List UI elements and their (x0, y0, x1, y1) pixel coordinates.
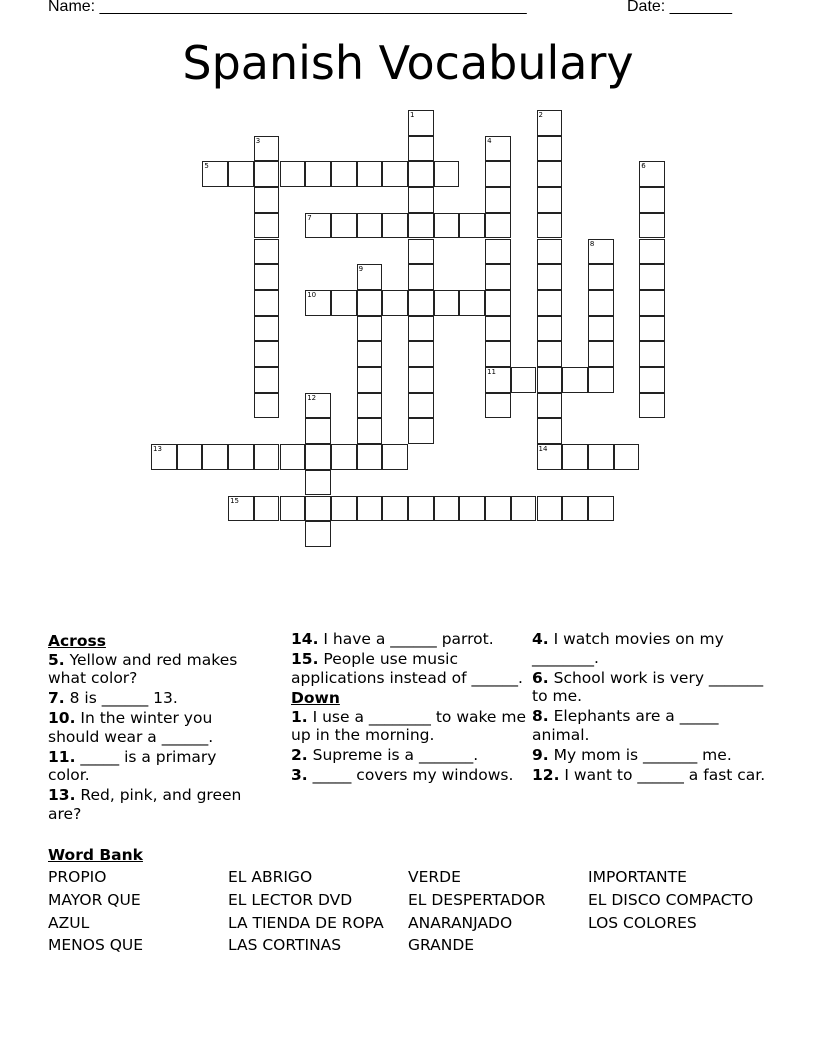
word-bank-item: ANARANJADO (408, 913, 513, 932)
grid-cell[interactable] (485, 213, 511, 239)
grid-cell[interactable] (280, 444, 306, 470)
grid-cell[interactable] (254, 444, 280, 470)
clue-number: 2 (538, 111, 543, 119)
grid-cell[interactable] (408, 316, 434, 342)
grid-cell[interactable] (305, 496, 331, 522)
grid-cell[interactable] (639, 187, 665, 213)
grid-cell[interactable] (408, 264, 434, 290)
grid-cell[interactable] (202, 444, 228, 470)
grid-cell[interactable] (639, 161, 665, 187)
grid-cell[interactable] (588, 341, 614, 367)
grid-cell[interactable] (562, 444, 588, 470)
grid-cell[interactable] (459, 496, 485, 522)
grid-cell[interactable] (254, 239, 280, 265)
word-bank-item: EL DISCO COMPACTO (588, 890, 754, 909)
grid-cell[interactable] (254, 316, 280, 342)
grid-cell[interactable] (305, 444, 331, 470)
grid-cell[interactable] (254, 161, 280, 187)
clue-number: 1 (410, 111, 415, 119)
grid-cell[interactable] (408, 418, 434, 444)
grid-cell[interactable] (331, 161, 357, 187)
word-bank-item: LAS CORTINAS (228, 936, 342, 955)
clues-column-3 (532, 630, 767, 786)
grid-cell[interactable] (408, 496, 434, 522)
clue-number: 5 (204, 162, 209, 171)
clue-across-10: 10. In the winter you should wear a ______. (48, 709, 214, 746)
word-bank-item: VERDE (408, 868, 461, 886)
clue-down-2: 2. Supreme is a _______. (291, 746, 479, 764)
grid-cell[interactable] (305, 161, 331, 187)
grid-cell[interactable] (639, 316, 665, 342)
grid-cell[interactable] (639, 393, 665, 419)
down-heading: Down (291, 689, 340, 707)
grid-cell[interactable] (408, 239, 434, 265)
grid-cell[interactable] (485, 161, 511, 187)
clue-number: 12 (307, 393, 317, 402)
grid-cell[interactable] (537, 341, 563, 367)
grid-cell[interactable] (511, 496, 537, 522)
grid-cell[interactable] (537, 161, 563, 187)
grid-cell[interactable] (254, 213, 280, 239)
grid-cell[interactable] (639, 367, 665, 393)
clue-number: 11 (487, 368, 497, 376)
grid-cell[interactable] (331, 496, 357, 522)
grid-cell[interactable] (485, 239, 511, 265)
word-bank-item: GRANDE (408, 936, 475, 955)
grid-cell[interactable] (408, 367, 434, 393)
clue-number: 13 (153, 445, 162, 454)
grid-cell[interactable] (305, 521, 331, 547)
grid-cell[interactable] (408, 161, 434, 187)
grid-cell[interactable] (408, 136, 434, 162)
grid-cell[interactable] (280, 161, 306, 187)
word-bank-item: EL LECTOR DVD (228, 890, 353, 909)
grid-cell[interactable] (537, 264, 563, 290)
date-field[interactable]: Date: _______ (627, 0, 732, 15)
clue-number: 3 (255, 136, 261, 145)
grid-cell[interactable] (434, 213, 460, 239)
grid-cell[interactable] (485, 264, 511, 290)
grid-cell[interactable] (357, 444, 383, 470)
word-bank-heading: Word Bank (48, 846, 143, 864)
across-heading: Across (48, 632, 106, 650)
grid-cell[interactable] (254, 393, 280, 419)
grid-cell[interactable] (408, 213, 434, 239)
grid-cell[interactable] (151, 444, 177, 470)
grid-cell[interactable] (511, 367, 537, 393)
grid-cell[interactable] (459, 290, 485, 316)
clue-number: 9 (358, 265, 364, 274)
grid-cell[interactable] (177, 444, 203, 470)
grid-cell[interactable] (485, 496, 511, 522)
grid-cell[interactable] (537, 418, 563, 444)
grid-cell[interactable] (357, 316, 383, 342)
grid-cell[interactable] (588, 264, 614, 290)
grid-cell[interactable] (254, 187, 280, 213)
grid-cell[interactable] (537, 444, 563, 470)
grid-cell[interactable] (537, 496, 563, 522)
grid-cell[interactable] (562, 496, 588, 522)
grid-cell[interactable] (305, 418, 331, 444)
grid-cell[interactable] (357, 367, 383, 393)
grid-cell[interactable] (434, 161, 460, 187)
grid-cell[interactable] (357, 161, 383, 187)
clues-column-2 (291, 630, 527, 786)
clue-across-14: 14. I have a ______ parrot. (291, 630, 494, 648)
grid-cell[interactable] (305, 213, 331, 239)
grid-cell[interactable] (537, 316, 563, 342)
clues-column-1 (48, 630, 263, 825)
clue-across-13: 13. Red, pink, and green are? (48, 786, 242, 823)
grid-cell[interactable] (357, 341, 383, 367)
grid-cell[interactable] (588, 496, 614, 522)
grid-cell[interactable] (562, 367, 588, 393)
grid-cell[interactable] (357, 418, 383, 444)
grid-cell[interactable] (408, 290, 434, 316)
grid-cell[interactable] (408, 187, 434, 213)
grid-cell[interactable] (228, 496, 254, 522)
grid-cell[interactable] (639, 290, 665, 316)
word-bank-item: EL ABRIGO (228, 868, 313, 886)
grid-cell[interactable] (588, 239, 614, 265)
clue-number: 4 (487, 136, 492, 145)
clue-number: 8 (589, 239, 595, 248)
grid-cell[interactable] (382, 213, 408, 239)
word-bank-item: LOS COLORES (588, 913, 697, 932)
grid-cell[interactable] (639, 213, 665, 239)
grid-cell[interactable] (382, 290, 408, 316)
grid-cell[interactable] (357, 496, 383, 522)
grid-cell[interactable] (408, 341, 434, 367)
word-bank-item: MENOS QUE (48, 936, 144, 955)
grid-cell[interactable] (357, 393, 383, 419)
grid-cell[interactable] (254, 341, 280, 367)
grid-cell[interactable] (254, 367, 280, 393)
clue-down-4: 4. I watch movies on my ________. (532, 630, 724, 667)
grid-cell[interactable] (537, 213, 563, 239)
grid-cell[interactable] (280, 496, 306, 522)
clue-across-15: 15. People use music applications instead of ______. (291, 650, 523, 687)
word-bank-item: PROPIO (48, 868, 107, 886)
grid-cell[interactable] (408, 110, 434, 136)
grid-cell[interactable] (588, 367, 614, 393)
grid-cell[interactable] (537, 393, 563, 419)
grid-cell[interactable] (305, 290, 331, 316)
grid-cell[interactable] (537, 110, 563, 136)
grid-cell[interactable] (485, 187, 511, 213)
grid-cell[interactable] (357, 213, 383, 239)
grid-cell[interactable] (537, 290, 563, 316)
grid-cell[interactable] (588, 444, 614, 470)
grid-cell[interactable] (537, 187, 563, 213)
grid-cell[interactable] (485, 367, 511, 393)
grid-cell[interactable] (485, 341, 511, 367)
grid-cell[interactable] (588, 290, 614, 316)
grid-cell[interactable] (254, 264, 280, 290)
clue-number: 14 (538, 445, 548, 454)
grid-cell[interactable] (588, 316, 614, 342)
grid-cell[interactable] (459, 213, 485, 239)
grid-cell[interactable] (331, 290, 357, 316)
grid-cell[interactable] (614, 444, 640, 470)
grid-cell[interactable] (434, 496, 460, 522)
grid-cell[interactable] (254, 496, 280, 522)
grid-cell[interactable] (537, 239, 563, 265)
grid-cell[interactable] (305, 470, 331, 496)
grid-cell[interactable] (331, 213, 357, 239)
word-bank-item: LA TIENDA DE ROPA (228, 913, 384, 932)
grid-cell[interactable] (537, 367, 563, 393)
clue-number: 15 (230, 496, 240, 505)
clue-across-7: 7. 8 is ______ 13. (48, 689, 178, 707)
word-bank-item: AZUL (48, 913, 90, 932)
grid-cell[interactable] (357, 290, 383, 316)
grid-cell[interactable] (382, 444, 408, 470)
grid-cell[interactable] (254, 136, 280, 162)
grid-cell[interactable] (254, 290, 280, 316)
clue-down-1: 1. I use a ________ to wake me up in the morning. (291, 707, 527, 744)
grid-cell[interactable] (537, 136, 563, 162)
grid-cell[interactable] (382, 496, 408, 522)
grid-cell[interactable] (331, 444, 357, 470)
clue-down-6: 6. School work is very _______ to me. (532, 668, 764, 705)
clue-across-11: 11. _____ is a primary color. (48, 747, 217, 784)
grid-cell[interactable] (485, 316, 511, 342)
grid-cell[interactable] (485, 290, 511, 316)
grid-cell[interactable] (228, 444, 254, 470)
grid-cell[interactable] (485, 393, 511, 419)
word-bank-item: MAYOR QUE (48, 890, 141, 909)
word-bank-item: IMPORTANTE (588, 868, 687, 886)
grid-cell[interactable] (357, 264, 383, 290)
grid-cell[interactable] (639, 239, 665, 265)
clue-down-9: 9. My mom is _______ me. (532, 745, 732, 764)
grid-cell[interactable] (485, 136, 511, 162)
grid-cell[interactable] (434, 290, 460, 316)
clue-across-5: 5. Yellow and red makes what color? (48, 650, 238, 687)
grid-cell[interactable] (639, 341, 665, 367)
clue-down-12: 12. I want to ______ a fast car. (532, 765, 766, 784)
clue-number: 10 (307, 290, 317, 299)
word-bank-item: EL DESPERTADOR (408, 890, 546, 909)
grid-cell[interactable] (305, 393, 331, 419)
clue-down-8: 8. Elephants are a _____ animal. (532, 707, 719, 744)
grid-cell[interactable] (382, 161, 408, 187)
grid-cell[interactable] (408, 393, 434, 419)
page-title: Spanish Vocabulary (182, 36, 634, 90)
grid-cell[interactable] (228, 161, 254, 187)
grid-cell[interactable] (202, 161, 228, 187)
name-field[interactable]: Name: ________________________________________________ (48, 0, 527, 15)
clue-number: 6 (641, 162, 646, 171)
clue-down-3: 3. _____ covers my windows. (291, 766, 514, 784)
grid-cell[interactable] (639, 264, 665, 290)
word-bank (48, 868, 768, 959)
clue-number: 7 (307, 213, 312, 222)
